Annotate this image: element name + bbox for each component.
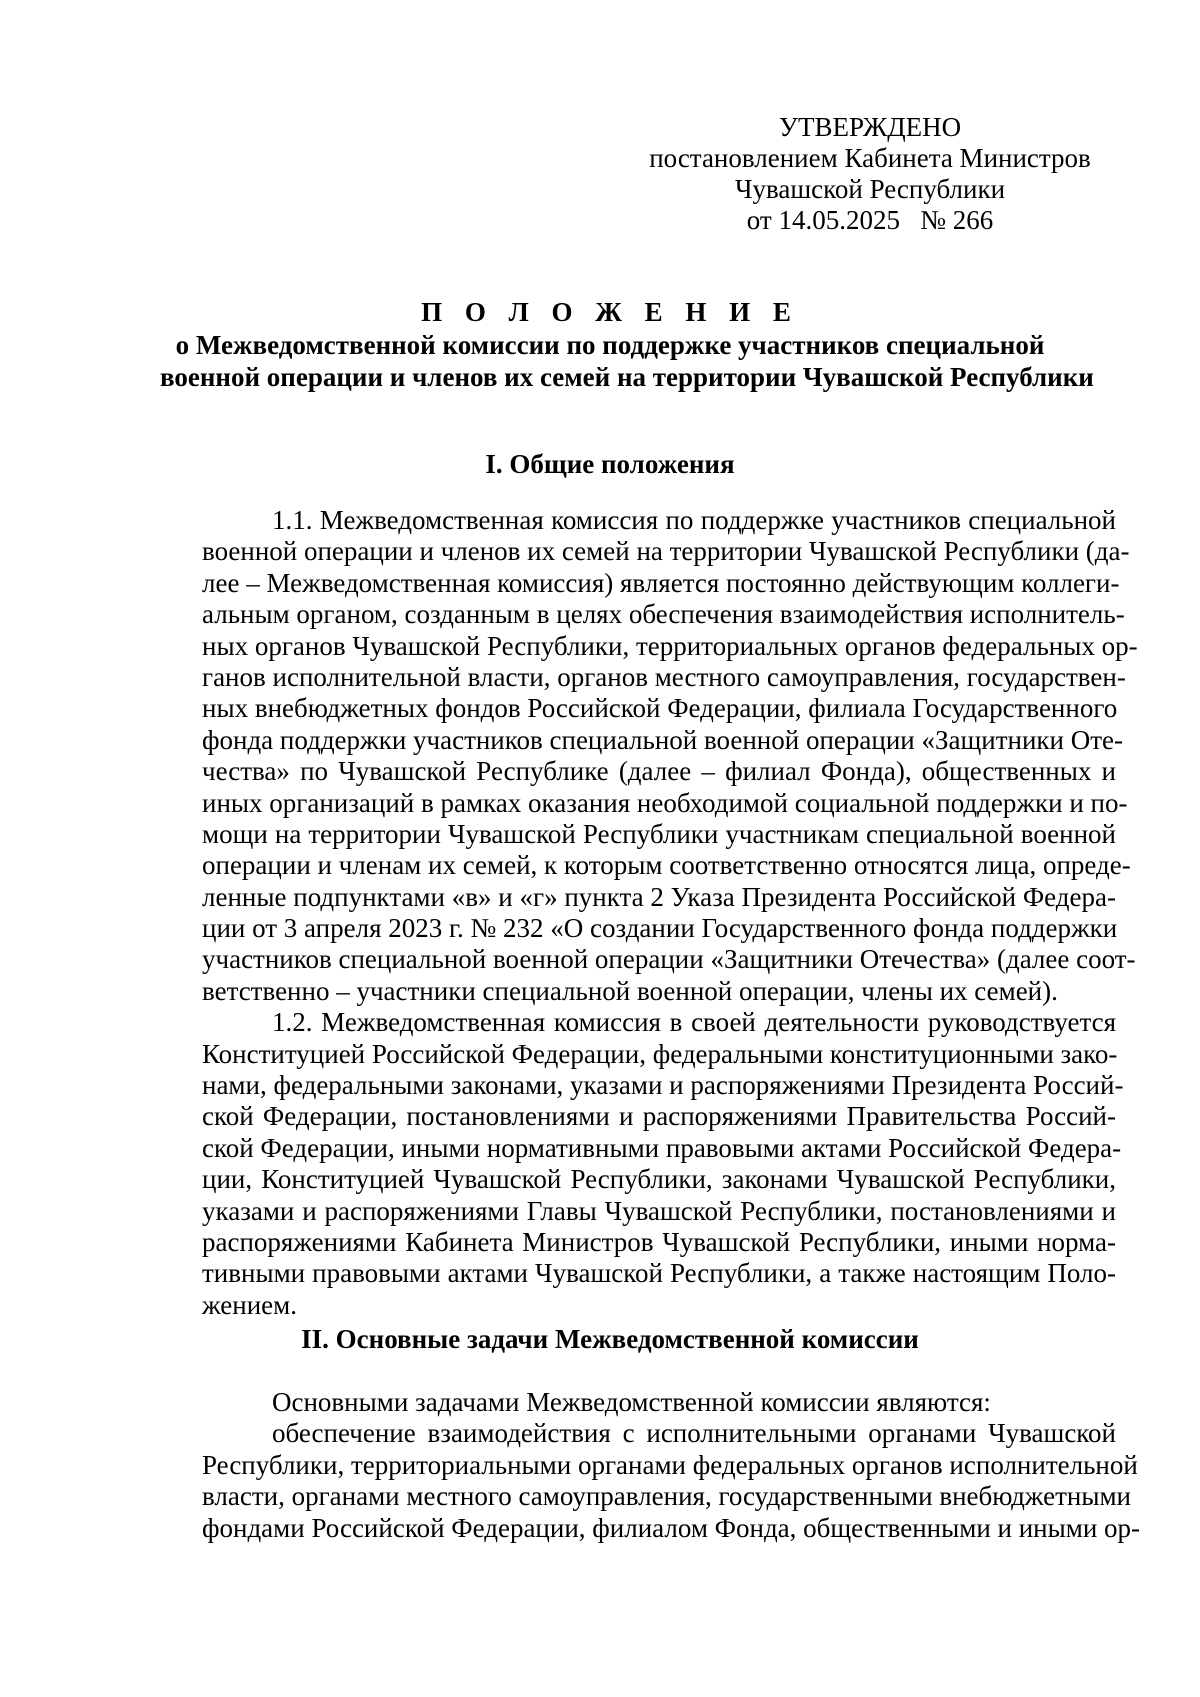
- paragraph-line: Республики, территориальными органами федеральных органов исполнительной: [202, 1449, 1138, 1480]
- document-title: П О Л О Ж Е Н И Е: [421, 297, 799, 327]
- paragraph-line: фонда поддержки участников специальной военной операции «Защитники Оте-: [202, 724, 1124, 755]
- paragraph-line: Конституцией Российской Федерации, федеральными конституционными зако-: [202, 1038, 1118, 1069]
- subtitle-line: военной операции и членов их семей на территории Чувашской Республики: [160, 362, 1094, 392]
- approval-by-line: постановлением Кабинета Министров: [649, 143, 1091, 173]
- paragraph-line: ции, Конституцией Чувашской Республики, законами Чувашской Республики,: [202, 1164, 1116, 1195]
- paragraph-line: лее – Межведомственная комиссия) является постоянно действующим коллеги-: [202, 567, 1120, 598]
- paragraph-line: распоряжениями Кабинета Министров Чувашской Республики, иными норма-: [202, 1226, 1116, 1257]
- paragraph-line: ных внебюджетных фондов Российской Федерации, филиала Государственного: [202, 693, 1118, 724]
- paragraph-line: иных организаций в рамках оказания необходимой социальной поддержки и по-: [202, 787, 1128, 818]
- paragraph-line: участников специальной военной операции «Защитники Отечества» (далее соот-: [202, 944, 1136, 975]
- section-2-body: [202, 1387, 1141, 1544]
- paragraph-line: власти, органами местного самоуправления, государственными внебюджетными: [202, 1481, 1132, 1512]
- paragraph-line: альным органом, созданным в целях обеспечения взаимодействия исполнитель-: [202, 599, 1125, 630]
- subtitle-line: о Межведомственной комиссии по поддержке участников специальной: [175, 330, 1045, 360]
- paragraph-line: ской Федерации, постановлениями и распоряжениями Правительства Россий-: [202, 1101, 1116, 1132]
- section-1-heading: I. Общие положения: [485, 449, 735, 479]
- paragraph-line: Основными задачами Межведомственной комиссии являются:: [272, 1387, 991, 1417]
- approval-republic: Чувашской Республики: [734, 174, 1006, 204]
- approval-stamp: [600, 112, 1140, 236]
- document-subtitle: [160, 329, 1094, 393]
- paragraph-line: ганов исполнительной власти, органов местного самоуправления, государствен-: [202, 661, 1126, 692]
- approval-date-number: от 14.05.2025 № 266: [746, 205, 994, 235]
- paragraph-line: тивными правовыми актами Чувашской Республики, а также настоящим Поло-: [202, 1258, 1116, 1289]
- paragraph-line: указами и распоряжениями Главы Чувашской Республики, постановлениями и: [202, 1195, 1116, 1226]
- paragraph-line: ленные подпунктами «в» и «г» пункта 2 Указа Президента Российской Федера-: [202, 881, 1116, 912]
- paragraph-line: ных органов Чувашской Республики, территориальных органов федеральных ор-: [202, 630, 1138, 661]
- paragraph-line: жением.: [202, 1289, 298, 1320]
- paragraph-line: военной операции и членов их семей на территории Чувашской Республики (да-: [202, 536, 1130, 567]
- paragraph-line: ции от 3 апреля 2023 г. № 232 «О создании Государственного фонда поддержки: [202, 913, 1118, 944]
- paragraph-line: ской Федерации, иными нормативными правовыми актами Российской Федера-: [202, 1132, 1122, 1163]
- paragraph-line: ветственно – участники специальной военной операции, члены их семей).: [202, 975, 1058, 1006]
- paragraph-line: мощи на территории Чувашской Республики участникам специальной военной: [202, 818, 1116, 849]
- paragraph-line: чества» по Чувашской Республике (далее – филиал Фонда), общественных и: [202, 756, 1116, 787]
- section-1-body: [202, 505, 1138, 1321]
- paragraph-line: обеспечение взаимодействия с исполнительными органами Чувашской: [272, 1418, 1116, 1449]
- section-2-heading: II. Основные задачи Межведомственной комиссии: [301, 1324, 919, 1354]
- paragraph-line: фондами Российской Федерации, филиалом Фонда, общественными и иными ор-: [202, 1512, 1141, 1543]
- paragraph-line: нами, федеральными законами, указами и распоряжениями Президента Россий-: [202, 1070, 1124, 1101]
- paragraph-line: операции и членам их семей, к которым соответственно относятся лица, опреде-: [202, 850, 1131, 881]
- paragraph-line: 1.1. Межведомственная комиссия по поддержке участников специальной: [272, 505, 1116, 535]
- paragraph-line: 1.2. Межведомственная комиссия в своей деятельности руководствуется: [272, 1007, 1116, 1038]
- approval-heading: УТВЕРЖДЕНО: [778, 112, 962, 142]
